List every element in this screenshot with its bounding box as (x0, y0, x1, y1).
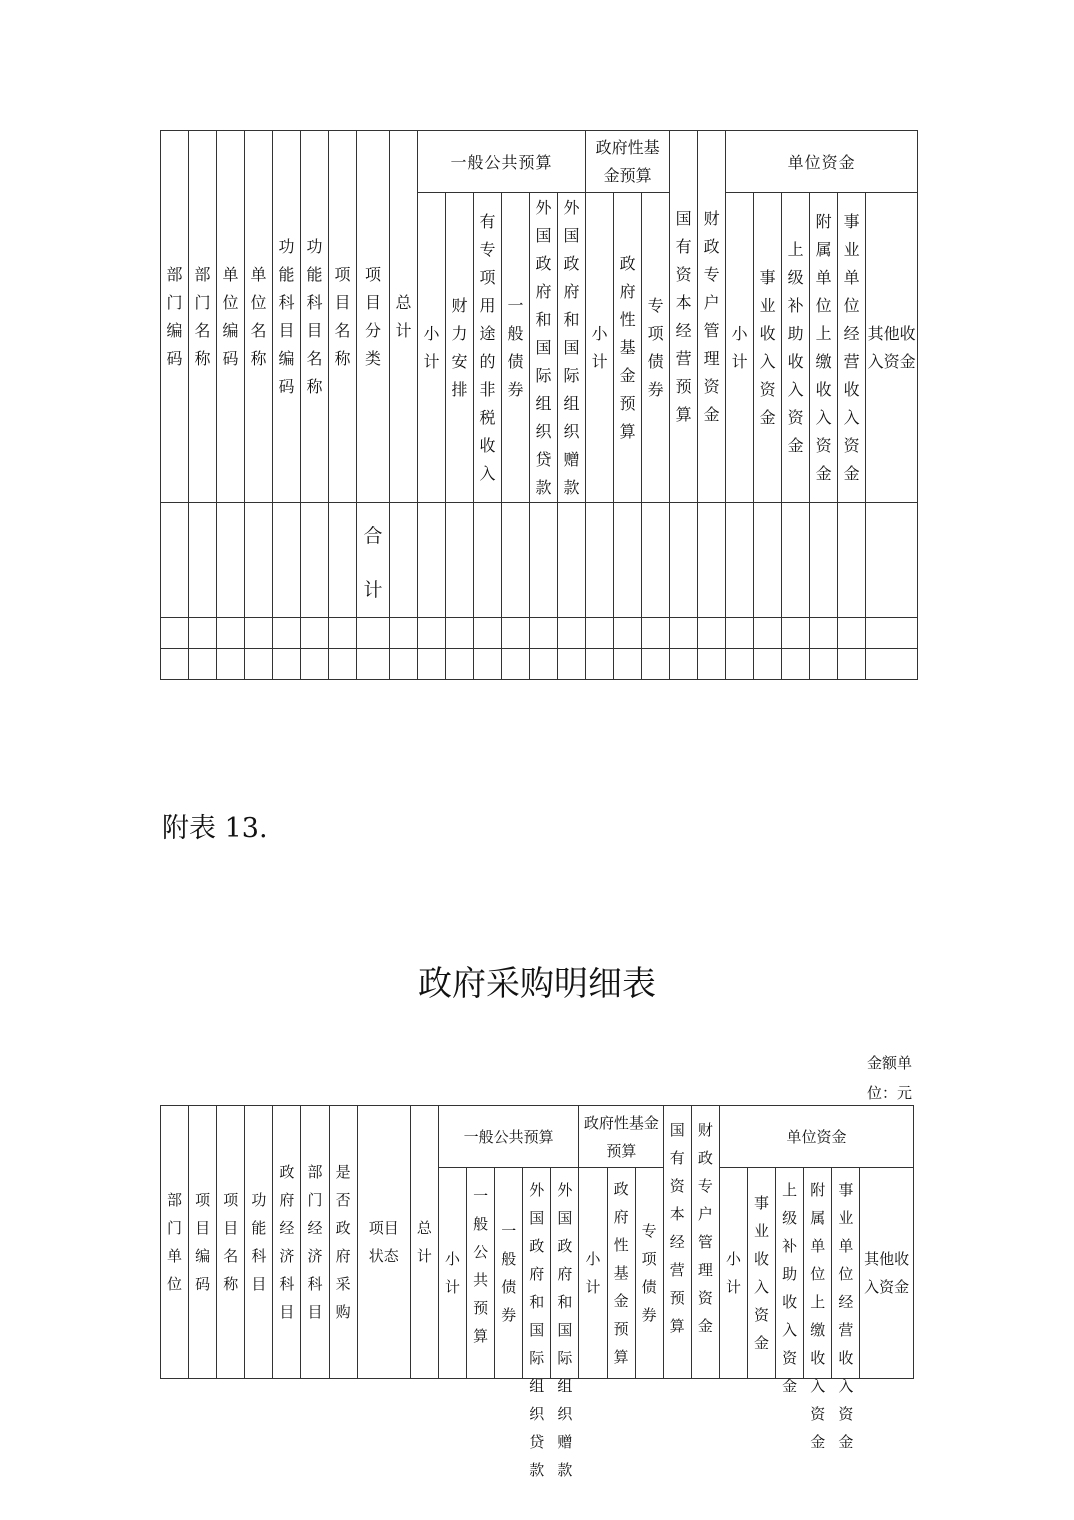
group-fund-budget: 政府性基金预算 (586, 131, 670, 193)
header-func-subject: 功能科目 (245, 1106, 273, 1379)
appendix-label: 附表 13. (162, 813, 268, 844)
sub-general-subtotal: 小计 (418, 193, 446, 503)
header-project-category: 项目分类 (357, 131, 390, 503)
header-dept-unit: 部门单位 (161, 1106, 189, 1379)
table-row (161, 618, 918, 649)
total-label: 合计 (357, 503, 390, 618)
group-general-budget: 一般公共预算 (438, 1106, 578, 1168)
header-state-capital: 国有资本经营预算 (663, 1106, 691, 1379)
header-project-name: 项目名称 (217, 1106, 245, 1379)
sub-general-foreign-loans: 外国政府和国际组织贷款 (530, 193, 558, 503)
header-total: 总计 (410, 1106, 438, 1379)
sub-general-bonds: 一般债券 (495, 1168, 523, 1379)
header-project-name: 项目名称 (329, 131, 357, 503)
header-func-code: 功能科目编码 (273, 131, 301, 503)
header-func-name: 功能科目名称 (301, 131, 329, 503)
header-dept-code: 部门编码 (161, 131, 189, 503)
sub-general-bonds: 一般债券 (502, 193, 530, 503)
table-row (161, 649, 918, 680)
group-unit-funds: 单位资金 (719, 1106, 913, 1168)
sub-fund-budget: 政府性基金预算 (607, 1168, 635, 1379)
sub-unit-other-income: 其他收入资金 (866, 193, 918, 503)
sub-fund-special-bonds: 专项债券 (635, 1168, 663, 1379)
sub-unit-operating-income: 事业单位经营收入资金 (832, 1168, 860, 1379)
sub-general-foreign-grants: 外国政府和国际组织赠款 (551, 1168, 579, 1379)
amount-unit: 金额单位：元 (866, 1054, 912, 1102)
header-state-capital: 国有资本经营预算 (670, 131, 698, 503)
header-gov-econ-subject: 政府经济科目 (273, 1106, 301, 1379)
header-project-code: 项目编码 (189, 1106, 217, 1379)
sub-unit-business-income: 事业收入资金 (748, 1168, 776, 1379)
sub-fund-subtotal: 小计 (586, 193, 614, 503)
sub-general-subtotal: 小计 (438, 1168, 466, 1379)
header-is-gov-procurement: 是否政府采购 (329, 1106, 357, 1379)
sub-unit-superior-subsidy: 上级补助收入资金 (782, 193, 810, 503)
header-special-account: 财政专户管理资金 (698, 131, 726, 503)
budget-table (160, 130, 918, 680)
sub-general-foreign-grants: 外国政府和国际组织赠款 (558, 193, 586, 503)
header-special-account: 财政专户管理资金 (691, 1106, 719, 1379)
header-unit-code: 单位编码 (217, 131, 245, 503)
sub-unit-superior-subsidy: 上级补助收入资金 (776, 1168, 804, 1379)
sub-unit-other-income: 其他收入资金 (860, 1168, 914, 1379)
sub-fund-subtotal: 小计 (579, 1168, 607, 1379)
sub-general-nontax: 有专项用途的非税收入 (474, 193, 502, 503)
sub-general-budget: 一般公共预算 (467, 1168, 495, 1379)
sub-unit-subtotal: 小计 (726, 193, 754, 503)
sub-unit-operating-income: 事业单位经营收入资金 (838, 193, 866, 503)
procurement-table (160, 1105, 914, 1479)
sub-unit-business-income: 事业收入资金 (754, 193, 782, 503)
table-row-total (161, 503, 918, 618)
group-unit-funds: 单位资金 (726, 131, 918, 193)
header-total: 总计 (390, 131, 418, 503)
page-title: 政府采购明细表 (418, 964, 656, 1004)
header-dept-econ-subject: 部门经济科目 (301, 1106, 329, 1379)
sub-fund-budget: 政府性基金预算 (614, 193, 642, 503)
header-project-status: 项目状态 (357, 1106, 410, 1379)
sub-unit-affiliated-remit: 附属单位上缴收入资金 (804, 1168, 832, 1379)
group-fund-budget: 政府性基金预算 (579, 1106, 663, 1168)
sub-unit-subtotal: 小计 (719, 1168, 747, 1379)
group-general-budget: 一般公共预算 (418, 131, 586, 193)
sub-general-foreign-loans: 外国政府和国际组织贷款 (523, 1168, 551, 1379)
sub-fund-special-bonds: 专项债券 (642, 193, 670, 503)
header-unit-name: 单位名称 (245, 131, 273, 503)
sub-general-fiscal: 财力安排 (446, 193, 474, 503)
sub-unit-affiliated-remit: 附属单位上缴收入资金 (810, 193, 838, 503)
header-dept-name: 部门名称 (189, 131, 217, 503)
